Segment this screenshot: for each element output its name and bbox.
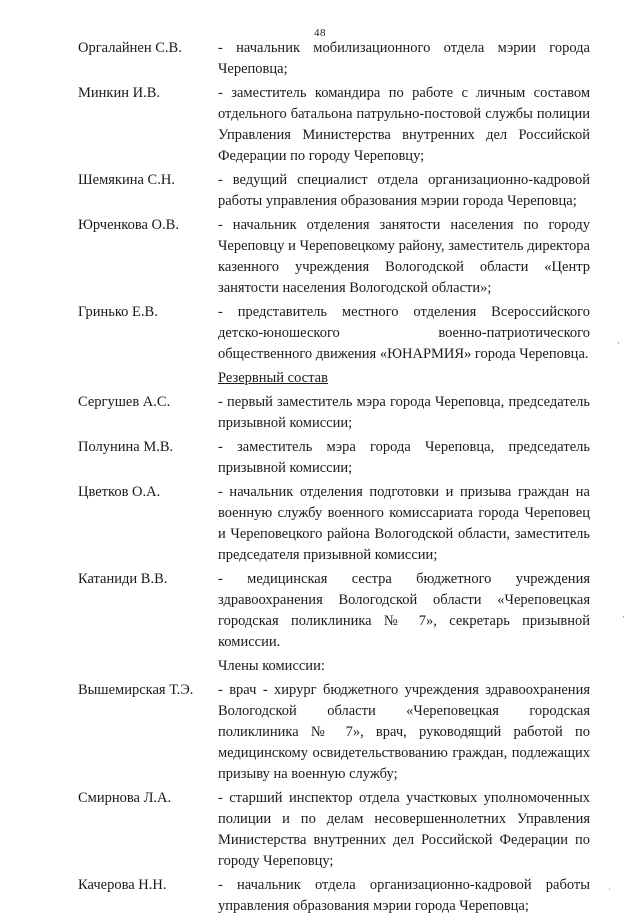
member-name: Гринько Е.В.: [78, 304, 158, 320]
list-item: [78, 482, 598, 566]
list-item: [78, 569, 598, 653]
member-role: - ведущий специалист отдела организационно-кадровой работы управления образования мэрии города Череповца;: [218, 172, 590, 209]
member-role: - заместитель командира по работе с личным составом отдельного батальона патрульно-постовой службы полиции Управления Министерства внутренних дел Российской Федерации по городу Череповцу;: [218, 85, 590, 164]
member-name: Цветков О.А.: [78, 484, 161, 500]
page-number: 48: [314, 27, 326, 39]
member-role: - медицинская сестра бюджетного учреждения здравоохранения Вологодской области «Череповецкая городская поликлиника № 7», секретарь призывной комиссии.: [218, 571, 590, 650]
commission-list: [78, 38, 598, 920]
list-item: [78, 875, 598, 917]
reserve-heading: Резервный состав: [218, 370, 328, 386]
scan-mark: ˌ: [608, 880, 611, 890]
member-role: - врач - хирург бюджетного учреждения здравоохранения Вологодской области «Череповецкая городская поликлиника № 7», врач, руководящий работой по медицинскому освидетельствованию граждан, подлежащих призыву на военную службу;: [218, 682, 590, 782]
list-item: [78, 83, 598, 167]
list-item: [78, 437, 598, 479]
scan-mark: ·: [617, 338, 620, 348]
member-role: - начальник отделения подготовки и призыва граждан на военную службу военного комиссариата города Череповец и Череповецкого района Вологодской области, заместитель председателя призывной комиссии;: [218, 484, 590, 563]
member-name: Качерова Н.Н.: [78, 877, 167, 893]
scan-mark: ·: [622, 612, 625, 622]
list-item: [78, 302, 598, 365]
member-name: Минкин И.В.: [78, 85, 160, 101]
member-name: Оргалайнен С.В.: [78, 40, 182, 56]
member-role: - начальник отдела организационно-кадровой работы управления образования мэрии города Череповца;: [218, 877, 590, 914]
member-role: - начальник отделения занятости населения по городу Череповцу и Череповецкому району, заместитель директора казенного учреждения Вологодской области «Центр занятости населения Вологодской области»;: [218, 217, 590, 296]
list-item: [78, 38, 598, 80]
member-name: Вышемирская Т.Э.: [78, 682, 194, 698]
member-role: - заместитель мэра города Череповца, председатель призывной комиссии;: [218, 439, 590, 476]
member-name: Катаниди В.В.: [78, 571, 168, 587]
member-name: Полунина М.В.: [78, 439, 174, 455]
member-role: - начальник мобилизационного отдела мэрии города Череповца;: [218, 40, 590, 77]
member-name: Смирнова Л.А.: [78, 790, 172, 806]
member-name: Сергушев А.С.: [78, 394, 171, 410]
list-item: [78, 788, 598, 872]
member-name: Юрченкова О.В.: [78, 217, 179, 233]
list-item: [78, 170, 598, 212]
member-role: - представитель местного отделения Всероссийского детско-юношеского военно-патриотического общественного движения «ЮНАРМИЯ» города Череповца.: [218, 304, 590, 362]
list-item: [78, 680, 598, 785]
members-heading: Члены комиссии:: [218, 658, 325, 674]
member-role: - первый заместитель мэра города Череповца, председатель призывной комиссии;: [218, 394, 590, 431]
member-role: - старший инспектор отдела участковых уполномоченных полиции и по делам несовершеннолетних Управления Министерства внутренних дел Российской Федерации по городу Череповцу;: [218, 790, 590, 869]
member-name: Шемякина С.Н.: [78, 172, 175, 188]
list-item: [78, 392, 598, 434]
list-item: [78, 215, 598, 299]
